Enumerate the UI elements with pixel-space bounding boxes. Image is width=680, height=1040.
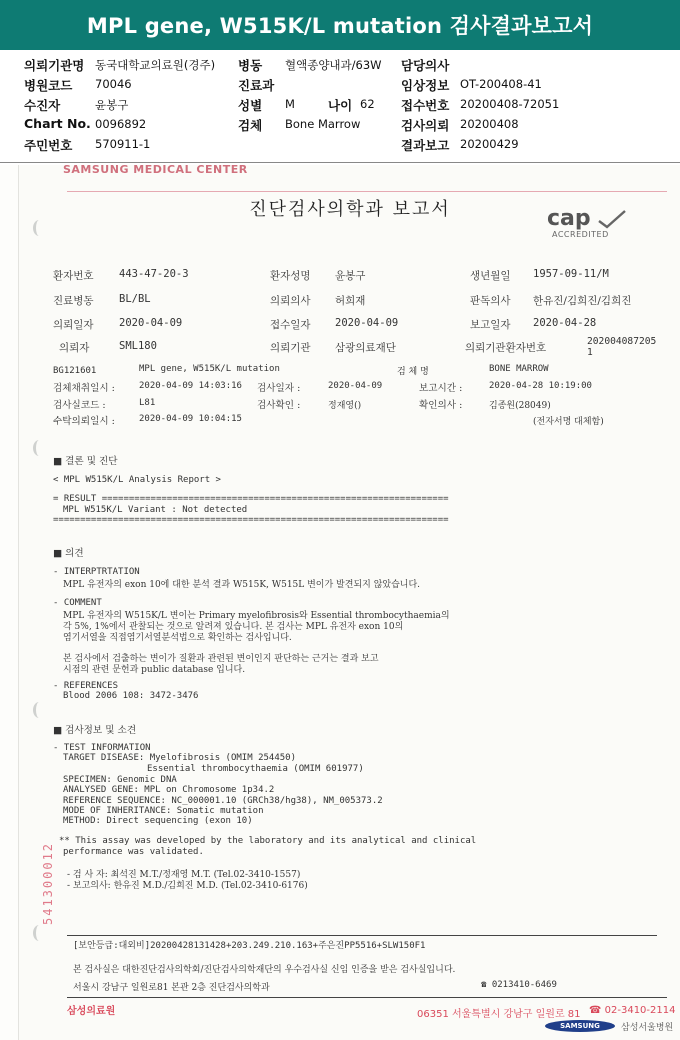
req-org-no-value-cont: 1 (587, 347, 593, 358)
reference-sequence: REFERENCE SEQUENCE: NC_000001.10 (GRCh38/hg38), NM_005373.2 (63, 796, 383, 806)
receipt-date-label: 접수일자 (270, 319, 311, 331)
dob-label: 생년월일 (470, 270, 511, 282)
mode-of-inheritance: MODE OF INHERITANCE: Somatic mutation (63, 806, 264, 816)
patient-no-value: 443-47-20-3 (119, 268, 189, 280)
report-date-label: 결과보고 (401, 138, 450, 153)
ward-label-scan: 진료병동 (53, 295, 94, 307)
comment-line-4: 본 검사에서 검출하는 변이가 질환과 관련된 변이인지 판단하는 근거는 결과 보고 (63, 654, 379, 664)
chart-no-value: 0096892 (95, 117, 147, 131)
receipt-label: 접수번호 (401, 98, 450, 113)
header-divider (0, 162, 680, 163)
patient-value: 윤봉구 (95, 98, 129, 112)
test-info-label: - TEST INFORMATION (53, 743, 151, 753)
comment-line-2: 각 5%, 1%에서 관찰되는 것으로 알려져 있습니다. 본 검사는 MPL 유전자 exon 10의 (63, 622, 404, 632)
physician-label: 담당의사 (401, 58, 450, 73)
request-value: 20200408 (460, 117, 519, 131)
req-org-no-label: 의뢰기관환자번호 (465, 342, 547, 354)
patient-label: 수진자 (24, 98, 61, 113)
bottom-hospital-name: 삼성의료원 (67, 1006, 116, 1017)
order-specimen-value: BONE MARROW (489, 364, 549, 374)
checkmark-icon (597, 209, 627, 229)
report-time-label: 보고시간 : (419, 383, 463, 394)
req-org-no-value: 202004087205 (587, 336, 657, 347)
references-text: Blood 2006 108: 3472-3476 (63, 691, 199, 701)
reporting-doctor-line: - 보고의사: 한유진 M.D./김희진 M.D. (Tel.02-3410-6176) (67, 881, 308, 891)
certification-line: 본 검사실은 대한진단검사의학회/진단검사의학재단의 우수검사실 신임 인증을 받은 검사실입니다. (73, 965, 456, 975)
reading-doctor-label: 판독의사 (470, 295, 511, 307)
specimen-info: SPECIMEN: Genomic DNA (63, 775, 177, 785)
analysed-gene: ANALYSED GENE: MPL on Chromosome 1p34.2 (63, 785, 275, 795)
report-paper (18, 165, 680, 1040)
footer-box (67, 935, 657, 950)
room-code-label: 검사실코드 : (53, 400, 106, 411)
resident-no-value: 570911-1 (95, 137, 151, 151)
cap-word: cap (547, 206, 591, 231)
confirm-label: 검사확인 : (257, 400, 301, 411)
report-date-value-scan: 2020-04-28 (533, 317, 597, 329)
order-name: MPL gene, W515K/L mutation (139, 364, 280, 374)
clinical-info-value: OT-200408-41 (460, 77, 542, 91)
technician-line: - 검 사 자: 최석진 M.T./정재영 M.T. (Tel.02-3410-1557) (67, 870, 301, 880)
bottom-hospital-right: 삼성서울병원 (621, 1023, 674, 1033)
clinical-info-label: 임상정보 (401, 78, 450, 93)
department-label: 진료과 (238, 78, 275, 93)
assay-note-2: performance was validated. (63, 847, 204, 857)
document-title: 진단검사의학과 보고서 (249, 199, 451, 220)
address-line: 서울시 강남구 일원로81 본관 2층 진단검사의학과 (73, 983, 270, 993)
age-value: 62 (360, 97, 375, 111)
result-end-line: ========================================================================= (53, 515, 449, 525)
cap-logo (547, 206, 639, 241)
phone-line: ☎ 0213410-6469 (481, 980, 557, 990)
analysis-title: < MPL W515K/L Analysis Report > (53, 475, 221, 485)
receipt-value: 20200408-72051 (460, 97, 560, 111)
ward-label: 병동 (238, 58, 263, 73)
binder-hole (33, 702, 45, 718)
interpretation-text: MPL 유전자의 exon 10에 대한 분석 결과 W515K, W515L 변이가 발견되지 않았습니다. (63, 580, 421, 590)
order-specimen-label: 검 체 명 (397, 367, 429, 377)
req-doctor-label: 의뢰의사 (270, 295, 311, 307)
header-red-rule (67, 191, 667, 192)
collect-value: 2020-04-09 14:03:16 (139, 381, 242, 391)
variant-result: MPL W515K/L Variant : Not detected (63, 505, 248, 515)
req-date-label: 의뢰일자 (53, 319, 94, 331)
report-date-label-scan: 보고일자 (470, 319, 511, 331)
room-code-value: L81 (139, 398, 156, 408)
security-line: [보안등급:대외비]20200428131428+203.249.210.163+주은진PP5516+SLW150F1 (73, 941, 426, 951)
institution-value: 동국대학교의료원(경주) (95, 58, 216, 72)
specimen-value: Bone Marrow (285, 117, 361, 131)
chart-no-label: Chart No. (24, 116, 91, 131)
institution-label: 의뢰기관명 (24, 58, 85, 73)
interpretation-label: - INTERPTRTATION (53, 567, 140, 577)
target-disease-2: Essential thrombocythaemia (OMIM 601977) (147, 764, 364, 774)
binder-hole (33, 220, 45, 236)
req-org-label: 의뢰기관 (270, 342, 311, 354)
report-date-value: 20200429 (460, 137, 519, 151)
binder-hole (33, 440, 45, 456)
bottom-phone: ☎ 02-3410-2114 (589, 1005, 676, 1016)
patient-header (0, 50, 680, 163)
patient-name-label: 환자성명 (270, 270, 311, 282)
test-date-label: 검사일자 : (257, 383, 301, 394)
comment-label: - COMMENT (53, 598, 102, 608)
order-code: BG121601 (53, 366, 97, 376)
bottom-address: 06351 서울특별시 강남구 일원로 81 (417, 1009, 581, 1020)
hospital-code-value: 70046 (95, 77, 132, 91)
confirm-doctor-value: 김종원(28049) (489, 401, 551, 411)
scanned-report (0, 165, 680, 1040)
method: METHOD: Direct sequencing (exon 10) (63, 816, 253, 826)
esign-note: (전자서명 대체함) (533, 417, 604, 427)
requester-value: SML180 (119, 340, 157, 352)
dob-value: 1957-09-11/M (533, 268, 609, 280)
patient-name-value: 윤봉구 (335, 270, 366, 282)
result-line: = RESULT ================================================================ (53, 494, 449, 504)
cap-accredited: ACCREDITED (552, 230, 609, 239)
smc-header: SAMSUNG MEDICAL CENTER (63, 165, 248, 176)
ward-value-scan: BL/BL (119, 293, 151, 305)
binder-hole (33, 925, 45, 941)
target-disease: TARGET DISEASE: Myelofibrosis (OMIM 254450) (63, 753, 296, 763)
test-info-heading: ■ 검사정보 및 소견 (53, 725, 137, 736)
specimen-label: 검체 (238, 118, 263, 133)
report-title: MPL gene, W515K/L mutation 검사결과보고서 (86, 14, 594, 38)
result-heading: ■ 결론 및 진단 (53, 456, 118, 467)
comment-line-1: MPL 유전자의 W515K/L 변이는 Primary myelofibrosis와 Essential thrombocythaemia의 (63, 611, 450, 621)
sex-label: 성별 (238, 98, 263, 113)
test-date-value: 2020-04-09 (328, 381, 383, 391)
collect-label: 검체채취일시 : (53, 383, 115, 394)
patient-no-label: 환자번호 (53, 270, 94, 282)
ward-value: 혈액종양내과/63W (285, 58, 382, 72)
req-doctor-value: 허희재 (335, 295, 366, 307)
request-label: 검사의뢰 (401, 118, 450, 133)
req-date-value: 2020-04-09 (119, 317, 183, 329)
requester-label: 의뢰자 (59, 342, 90, 354)
reading-doctor-value: 한유진/김희진/김희진 (533, 295, 632, 307)
req-org-value: 삼광의료재단 (335, 342, 396, 354)
references-label: - REFERENCES (53, 681, 119, 691)
comment-line-3: 염기서열을 직접염기서열분석법으로 확인하는 검사입니다. (63, 633, 292, 643)
side-number: 541300012 (41, 841, 55, 925)
age-label: 나이 (328, 98, 353, 113)
comment-line-5: 시점의 관련 문헌과 public database 입니다. (63, 665, 246, 675)
confirm-doctor-label: 확인의사 : (419, 400, 463, 411)
report-title-banner (0, 0, 680, 50)
consign-label: 수탁의뢰일시 : (53, 416, 115, 427)
confirm-value: 정재영() (328, 401, 362, 411)
assay-note-1: ** This assay was developed by the laboratory and its analytical and clinical (59, 836, 477, 846)
receipt-date-value: 2020-04-09 (335, 317, 399, 329)
resident-no-label: 주민번호 (24, 138, 73, 153)
consign-value: 2020-04-09 10:04:15 (139, 414, 242, 424)
samsung-logo: SAMSUNG (545, 1020, 615, 1032)
report-time-value: 2020-04-28 10:19:00 (489, 381, 592, 391)
sex-value: M (285, 97, 295, 111)
hospital-code-label: 병원코드 (24, 78, 73, 93)
opinion-heading: ■ 의견 (53, 548, 84, 559)
footer-rule (67, 997, 667, 998)
